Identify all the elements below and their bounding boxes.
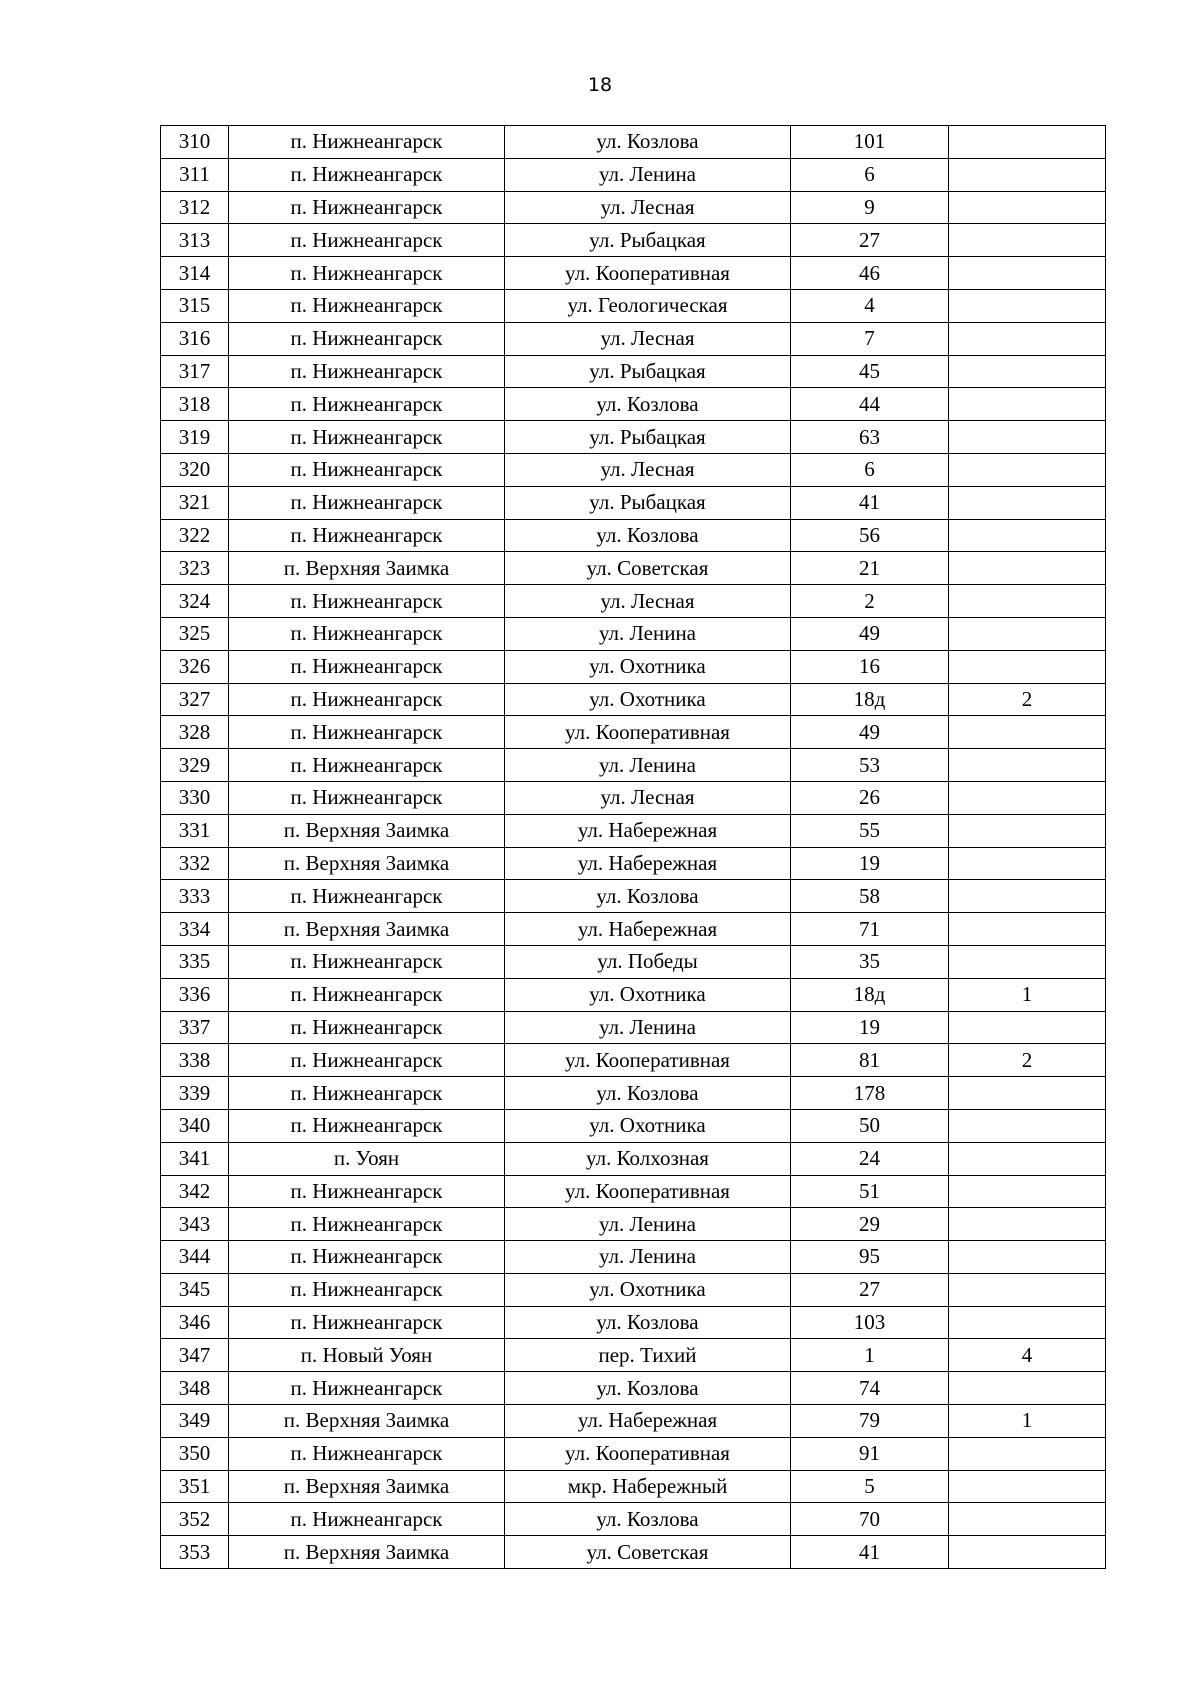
street-cell: ул. Колхозная (505, 1142, 791, 1175)
table-row (161, 1109, 1106, 1142)
settlement-cell: п. Нижнеангарск (229, 289, 505, 322)
row-number-cell: 321 (161, 486, 229, 519)
table-row (161, 1077, 1106, 1110)
house-number-cell: 24 (791, 1142, 949, 1175)
house-number-cell: 79 (791, 1405, 949, 1438)
row-number-cell: 322 (161, 519, 229, 552)
apartment-cell (949, 388, 1106, 421)
settlement-cell: п. Нижнеангарск (229, 158, 505, 191)
settlement-cell: п. Нижнеангарск (229, 716, 505, 749)
row-number-cell: 323 (161, 552, 229, 585)
apartment-cell (949, 617, 1106, 650)
settlement-cell: п. Нижнеангарск (229, 978, 505, 1011)
settlement-cell: п. Нижнеангарск (229, 1077, 505, 1110)
house-number-cell: 51 (791, 1175, 949, 1208)
row-number-cell: 333 (161, 880, 229, 913)
street-cell: ул. Ленина (505, 1208, 791, 1241)
apartment-cell (949, 289, 1106, 322)
house-number-cell: 18д (791, 683, 949, 716)
table-row (161, 1011, 1106, 1044)
house-number-cell: 18д (791, 978, 949, 1011)
settlement-cell: п. Нижнеангарск (229, 1208, 505, 1241)
row-number-cell: 319 (161, 421, 229, 454)
table-row (161, 453, 1106, 486)
page-number: 18 (587, 74, 613, 96)
row-number-cell: 347 (161, 1339, 229, 1372)
house-number-cell: 19 (791, 847, 949, 880)
house-number-cell: 91 (791, 1437, 949, 1470)
row-number-cell: 349 (161, 1405, 229, 1438)
settlement-cell: п. Нижнеангарск (229, 388, 505, 421)
row-number-cell: 337 (161, 1011, 229, 1044)
apartment-cell (949, 224, 1106, 257)
settlement-cell: п. Новый Уоян (229, 1339, 505, 1372)
table-row (161, 617, 1106, 650)
house-number-cell: 70 (791, 1503, 949, 1536)
table-row (161, 224, 1106, 257)
table-row (161, 650, 1106, 683)
apartment-cell (949, 453, 1106, 486)
house-number-cell: 1 (791, 1339, 949, 1372)
apartment-cell (949, 1437, 1106, 1470)
settlement-cell: п. Нижнеангарск (229, 224, 505, 257)
row-number-cell: 342 (161, 1175, 229, 1208)
apartment-cell (949, 847, 1106, 880)
house-number-cell: 81 (791, 1044, 949, 1077)
table-row (161, 1208, 1106, 1241)
street-cell: ул. Лесная (505, 453, 791, 486)
settlement-cell: п. Нижнеангарск (229, 781, 505, 814)
row-number-cell: 350 (161, 1437, 229, 1470)
street-cell: ул. Козлова (505, 388, 791, 421)
settlement-cell: п. Нижнеангарск (229, 1306, 505, 1339)
row-number-cell: 313 (161, 224, 229, 257)
street-cell: ул. Охотника (505, 650, 791, 683)
street-cell: ул. Охотника (505, 683, 791, 716)
house-number-cell: 2 (791, 585, 949, 618)
apartment-cell (949, 191, 1106, 224)
row-number-cell: 334 (161, 913, 229, 946)
table-row (161, 158, 1106, 191)
settlement-cell: п. Нижнеангарск (229, 355, 505, 388)
street-cell: пер. Тихий (505, 1339, 791, 1372)
settlement-cell: п. Нижнеангарск (229, 486, 505, 519)
house-number-cell: 6 (791, 453, 949, 486)
apartment-cell (949, 1372, 1106, 1405)
street-cell: ул. Кооперативная (505, 1437, 791, 1470)
house-number-cell: 71 (791, 913, 949, 946)
house-number-cell: 63 (791, 421, 949, 454)
apartment-cell (949, 552, 1106, 585)
apartment-cell (949, 158, 1106, 191)
street-cell: ул. Ленина (505, 158, 791, 191)
table-row (161, 585, 1106, 618)
table-row (161, 289, 1106, 322)
house-number-cell: 29 (791, 1208, 949, 1241)
settlement-cell: п. Нижнеангарск (229, 191, 505, 224)
row-number-cell: 330 (161, 781, 229, 814)
apartment-cell (949, 880, 1106, 913)
row-number-cell: 320 (161, 453, 229, 486)
table-row (161, 716, 1106, 749)
table-row (161, 257, 1106, 290)
row-number-cell: 324 (161, 585, 229, 618)
row-number-cell: 352 (161, 1503, 229, 1536)
settlement-cell: п. Верхняя Заимка (229, 814, 505, 847)
row-number-cell: 344 (161, 1241, 229, 1274)
street-cell: ул. Набережная (505, 814, 791, 847)
street-cell: ул. Рыбацкая (505, 421, 791, 454)
row-number-cell: 316 (161, 322, 229, 355)
table-row (161, 1175, 1106, 1208)
house-number-cell: 46 (791, 257, 949, 290)
apartment-cell: 2 (949, 1044, 1106, 1077)
table-row (161, 1142, 1106, 1175)
row-number-cell: 311 (161, 158, 229, 191)
house-number-cell: 26 (791, 781, 949, 814)
street-cell: ул. Советская (505, 1536, 791, 1569)
settlement-cell: п. Нижнеангарск (229, 945, 505, 978)
house-number-cell: 58 (791, 880, 949, 913)
row-number-cell: 325 (161, 617, 229, 650)
house-number-cell: 21 (791, 552, 949, 585)
apartment-cell (949, 749, 1106, 782)
settlement-cell: п. Нижнеангарск (229, 1273, 505, 1306)
table-row (161, 126, 1106, 159)
house-number-cell: 56 (791, 519, 949, 552)
apartment-cell (949, 913, 1106, 946)
house-number-cell: 101 (791, 126, 949, 159)
row-number-cell: 339 (161, 1077, 229, 1110)
settlement-cell: п. Нижнеангарск (229, 257, 505, 290)
street-cell: ул. Победы (505, 945, 791, 978)
house-number-cell: 9 (791, 191, 949, 224)
apartment-cell (949, 781, 1106, 814)
street-cell: ул. Охотника (505, 978, 791, 1011)
house-number-cell: 6 (791, 158, 949, 191)
settlement-cell: п. Верхняя Заимка (229, 913, 505, 946)
house-number-cell: 41 (791, 1536, 949, 1569)
row-number-cell: 338 (161, 1044, 229, 1077)
row-number-cell: 314 (161, 257, 229, 290)
apartment-cell (949, 519, 1106, 552)
street-cell: ул. Геологическая (505, 289, 791, 322)
settlement-cell: п. Нижнеангарск (229, 453, 505, 486)
apartment-cell (949, 126, 1106, 159)
street-cell: ул. Набережная (505, 913, 791, 946)
house-number-cell: 55 (791, 814, 949, 847)
settlement-cell: п. Нижнеангарск (229, 617, 505, 650)
house-number-cell: 53 (791, 749, 949, 782)
street-cell: ул. Козлова (505, 519, 791, 552)
street-cell: ул. Кооперативная (505, 1044, 791, 1077)
settlement-cell: п. Уоян (229, 1142, 505, 1175)
row-number-cell: 332 (161, 847, 229, 880)
settlement-cell: п. Верхняя Заимка (229, 1536, 505, 1569)
apartment-cell (949, 650, 1106, 683)
apartment-cell (949, 322, 1106, 355)
row-number-cell: 310 (161, 126, 229, 159)
house-number-cell: 74 (791, 1372, 949, 1405)
apartment-cell (949, 1208, 1106, 1241)
table-row (161, 1536, 1106, 1569)
settlement-cell: п. Нижнеангарск (229, 1044, 505, 1077)
row-number-cell: 327 (161, 683, 229, 716)
apartment-cell (949, 1306, 1106, 1339)
settlement-cell: п. Нижнеангарск (229, 1109, 505, 1142)
row-number-cell: 318 (161, 388, 229, 421)
settlement-cell: п. Нижнеангарск (229, 126, 505, 159)
row-number-cell: 315 (161, 289, 229, 322)
apartment-cell (949, 1241, 1106, 1274)
settlement-cell: п. Нижнеангарск (229, 1011, 505, 1044)
table-row (161, 1503, 1106, 1536)
street-cell: ул. Рыбацкая (505, 355, 791, 388)
settlement-cell: п. Верхняя Заимка (229, 847, 505, 880)
row-number-cell: 336 (161, 978, 229, 1011)
table-row (161, 1339, 1106, 1372)
street-cell: ул. Кооперативная (505, 257, 791, 290)
house-number-cell: 5 (791, 1470, 949, 1503)
row-number-cell: 348 (161, 1372, 229, 1405)
row-number-cell: 312 (161, 191, 229, 224)
apartment-cell (949, 355, 1106, 388)
table-row (161, 749, 1106, 782)
apartment-cell: 1 (949, 1405, 1106, 1438)
row-number-cell: 328 (161, 716, 229, 749)
settlement-cell: п. Верхняя Заимка (229, 552, 505, 585)
street-cell: ул. Советская (505, 552, 791, 585)
apartment-cell (949, 1536, 1106, 1569)
street-cell: ул. Козлова (505, 1372, 791, 1405)
street-cell: ул. Охотника (505, 1109, 791, 1142)
table-row (161, 1044, 1106, 1077)
settlement-cell: п. Нижнеангарск (229, 749, 505, 782)
row-number-cell: 335 (161, 945, 229, 978)
street-cell: ул. Рыбацкая (505, 224, 791, 257)
table-row (161, 1306, 1106, 1339)
street-cell: ул. Козлова (505, 880, 791, 913)
apartment-cell (949, 716, 1106, 749)
table-row (161, 519, 1106, 552)
table-row (161, 1470, 1106, 1503)
table-row (161, 322, 1106, 355)
house-number-cell: 50 (791, 1109, 949, 1142)
settlement-cell: п. Нижнеангарск (229, 1372, 505, 1405)
row-number-cell: 329 (161, 749, 229, 782)
street-cell: ул. Ленина (505, 1241, 791, 1274)
settlement-cell: п. Верхняя Заимка (229, 1405, 505, 1438)
row-number-cell: 346 (161, 1306, 229, 1339)
apartment-cell: 1 (949, 978, 1106, 1011)
settlement-cell: п. Верхняя Заимка (229, 1470, 505, 1503)
table-row (161, 683, 1106, 716)
apartment-cell (949, 257, 1106, 290)
apartment-cell (949, 585, 1106, 618)
address-table (160, 125, 1106, 1569)
street-cell: ул. Лесная (505, 322, 791, 355)
row-number-cell: 341 (161, 1142, 229, 1175)
house-number-cell: 45 (791, 355, 949, 388)
street-cell: ул. Кооперативная (505, 1175, 791, 1208)
table-row (161, 1405, 1106, 1438)
apartment-cell (949, 814, 1106, 847)
table-row (161, 847, 1106, 880)
table-row (161, 781, 1106, 814)
apartment-cell (949, 1077, 1106, 1110)
house-number-cell: 49 (791, 716, 949, 749)
street-cell: ул. Ленина (505, 1011, 791, 1044)
address-table-body (161, 126, 1106, 1569)
settlement-cell: п. Нижнеангарск (229, 519, 505, 552)
apartment-cell: 4 (949, 1339, 1106, 1372)
street-cell: ул. Набережная (505, 1405, 791, 1438)
table-row (161, 1437, 1106, 1470)
house-number-cell: 7 (791, 322, 949, 355)
street-cell: ул. Козлова (505, 1503, 791, 1536)
table-row (161, 978, 1106, 1011)
street-cell: ул. Лесная (505, 585, 791, 618)
street-cell: ул. Козлова (505, 126, 791, 159)
settlement-cell: п. Нижнеангарск (229, 585, 505, 618)
row-number-cell: 331 (161, 814, 229, 847)
house-number-cell: 19 (791, 1011, 949, 1044)
table-row (161, 421, 1106, 454)
table-row (161, 1241, 1106, 1274)
row-number-cell: 343 (161, 1208, 229, 1241)
apartment-cell (949, 945, 1106, 978)
house-number-cell: 49 (791, 617, 949, 650)
street-cell: ул. Набережная (505, 847, 791, 880)
row-number-cell: 317 (161, 355, 229, 388)
apartment-cell (949, 1011, 1106, 1044)
house-number-cell: 27 (791, 1273, 949, 1306)
row-number-cell: 351 (161, 1470, 229, 1503)
settlement-cell: п. Нижнеангарск (229, 1175, 505, 1208)
settlement-cell: п. Нижнеангарск (229, 683, 505, 716)
table-row (161, 486, 1106, 519)
house-number-cell: 27 (791, 224, 949, 257)
settlement-cell: п. Нижнеангарск (229, 322, 505, 355)
street-cell: мкр. Набережный (505, 1470, 791, 1503)
house-number-cell: 103 (791, 1306, 949, 1339)
table-row (161, 1273, 1106, 1306)
house-number-cell: 4 (791, 289, 949, 322)
row-number-cell: 340 (161, 1109, 229, 1142)
table-row (161, 388, 1106, 421)
street-cell: ул. Ленина (505, 749, 791, 782)
row-number-cell: 326 (161, 650, 229, 683)
street-cell: ул. Охотника (505, 1273, 791, 1306)
street-cell: ул. Ленина (505, 617, 791, 650)
table-row (161, 1372, 1106, 1405)
street-cell: ул. Рыбацкая (505, 486, 791, 519)
street-cell: ул. Козлова (505, 1077, 791, 1110)
row-number-cell: 353 (161, 1536, 229, 1569)
apartment-cell: 2 (949, 683, 1106, 716)
street-cell: ул. Лесная (505, 781, 791, 814)
table-row (161, 814, 1106, 847)
row-number-cell: 345 (161, 1273, 229, 1306)
table-row (161, 913, 1106, 946)
settlement-cell: п. Нижнеангарск (229, 650, 505, 683)
apartment-cell (949, 1109, 1106, 1142)
house-number-cell: 95 (791, 1241, 949, 1274)
settlement-cell: п. Нижнеангарск (229, 421, 505, 454)
apartment-cell (949, 1142, 1106, 1175)
street-cell: ул. Козлова (505, 1306, 791, 1339)
apartment-cell (949, 486, 1106, 519)
house-number-cell: 41 (791, 486, 949, 519)
table-row (161, 355, 1106, 388)
apartment-cell (949, 1470, 1106, 1503)
apartment-cell (949, 1273, 1106, 1306)
table-row (161, 552, 1106, 585)
table-row (161, 191, 1106, 224)
house-number-cell: 44 (791, 388, 949, 421)
house-number-cell: 178 (791, 1077, 949, 1110)
apartment-cell (949, 1175, 1106, 1208)
table-row (161, 945, 1106, 978)
settlement-cell: п. Нижнеангарск (229, 1437, 505, 1470)
settlement-cell: п. Нижнеангарск (229, 880, 505, 913)
table-row (161, 880, 1106, 913)
street-cell: ул. Лесная (505, 191, 791, 224)
house-number-cell: 35 (791, 945, 949, 978)
apartment-cell (949, 1503, 1106, 1536)
settlement-cell: п. Нижнеангарск (229, 1503, 505, 1536)
apartment-cell (949, 421, 1106, 454)
settlement-cell: п. Нижнеангарск (229, 1241, 505, 1274)
house-number-cell: 16 (791, 650, 949, 683)
street-cell: ул. Кооперативная (505, 716, 791, 749)
